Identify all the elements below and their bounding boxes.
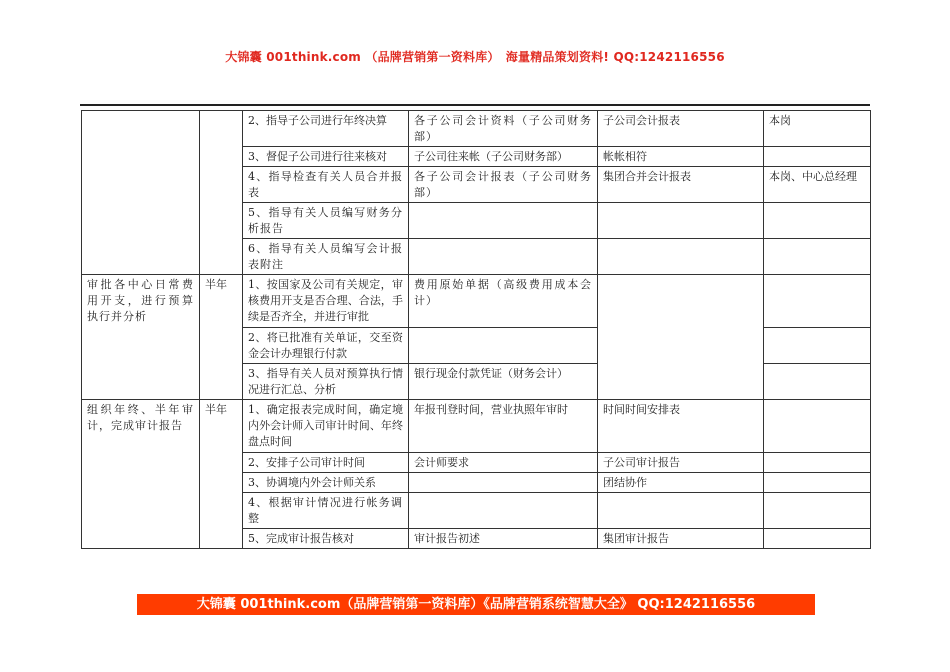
responsible-cell: 本岗、中心总经理 [764,167,871,203]
table-row [82,400,871,453]
input-cell [409,239,598,275]
table-row [82,111,871,147]
input-cell [409,493,598,529]
responsible-cell [764,147,871,167]
input-cell: 审计报告初述 [409,529,598,549]
responsible-cell [764,364,871,400]
task-cell-empty [82,111,200,275]
work-cell: 3、指导有关人员对预算执行情况进行汇总、分析 [243,364,409,400]
output-cell [598,275,764,400]
task-cell: 组织年终、半年审计，完成审计报告 [82,400,200,549]
output-cell: 集团合并会计报表 [598,167,764,203]
footer-banner: 大锦囊 001think.com（品牌营销第一资料库）《品牌营销系统智慧大全》 QQ:1242116556 [137,594,815,615]
work-cell: 1、确定报表完成时间，确定境内外会计师入司审计时间、年终盘点时间 [243,400,409,453]
work-cell: 3、协调境内外会计师关系 [243,473,409,493]
input-cell: 各子公司会计资料（子公司财务部） [409,111,598,147]
output-cell: 子公司审计报告 [598,453,764,473]
work-cell: 5、完成审计报告核对 [243,529,409,549]
input-cell: 子公司往来帐（子公司财务部） [409,147,598,167]
responsible-cell [764,529,871,549]
input-cell [409,203,598,239]
work-cell: 4、指导检查有关人员合并报表 [243,167,409,203]
task-cell: 审批各中心日常费用开支，进行预算执行并分析 [82,275,200,400]
responsible-cell [764,493,871,529]
output-cell: 团结协作 [598,473,764,493]
work-cell: 2、将已批准有关单证，交至资金会计办理银行付款 [243,328,409,364]
input-cell: 费用原始单据（高级费用成本会计） [409,275,598,328]
period-cell-empty [200,111,243,275]
input-cell: 年报刊登时间，营业执照年审时 [409,400,598,453]
work-cell: 2、指导子公司进行年终决算 [243,111,409,147]
work-cell: 5、指导有关人员编写财务分析报告 [243,203,409,239]
responsible-cell [764,473,871,493]
work-cell: 4、根据审计情况进行帐务调整 [243,493,409,529]
input-cell [409,328,598,364]
output-cell [598,203,764,239]
output-cell: 帐帐相符 [598,147,764,167]
output-cell: 子公司会计报表 [598,111,764,147]
input-cell: 各子公司会计报表（子公司财务部） [409,167,598,203]
responsible-cell [764,239,871,275]
output-cell: 集团审计报告 [598,529,764,549]
top-rule [80,104,870,106]
responsible-cell [764,453,871,473]
responsible-cell: 本岗 [764,111,871,147]
input-cell [409,473,598,493]
work-cell: 3、督促子公司进行往来核对 [243,147,409,167]
output-cell [598,239,764,275]
table-row [82,275,871,328]
output-cell: 时间时间安排表 [598,400,764,453]
duty-table [81,110,871,549]
input-cell: 银行现金付款凭证（财务会计） [409,364,598,400]
work-cell: 2、安排子公司审计时间 [243,453,409,473]
responsible-cell [764,328,871,364]
input-cell: 会计师要求 [409,453,598,473]
work-cell: 6、指导有关人员编写会计报表附注 [243,239,409,275]
period-cell: 半年 [200,275,243,400]
responsible-cell [764,400,871,453]
responsible-cell [764,275,871,328]
work-cell: 1、按国家及公司有关规定，审核费用开支是否合理、合法，手续是否齐全，并进行审批 [243,275,409,328]
output-cell [598,493,764,529]
header-banner: 大锦囊 001think.com （品牌营销第一资料库） 海量精品策划资料! QQ:1242116556 [225,50,725,64]
responsible-cell [764,203,871,239]
period-cell: 半年 [200,400,243,549]
